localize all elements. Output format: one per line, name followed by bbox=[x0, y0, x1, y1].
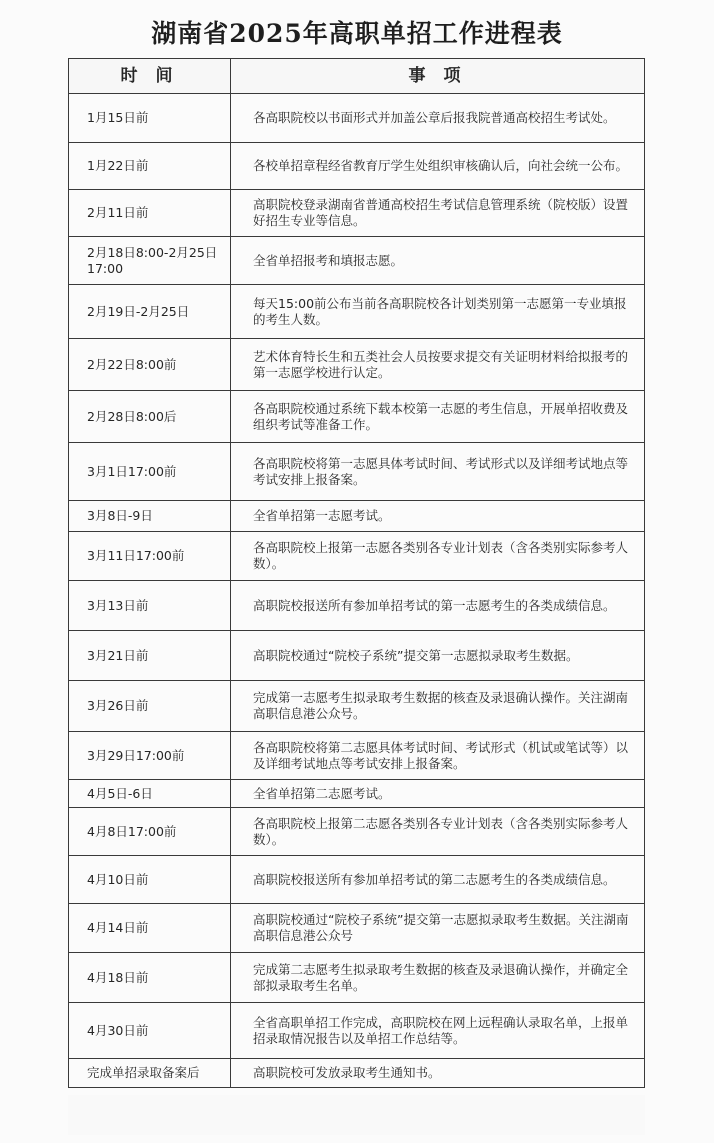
document-title: 湖南省2025年高职单招工作进程表 bbox=[151, 19, 563, 48]
table-row bbox=[69, 391, 645, 443]
row-item: 完成第二志愿考生拟录取考生数据的核查及录退确认操作，并确定全部拟录取考生名单。 bbox=[231, 953, 645, 1003]
row-item: 各校单招章程经省教育厅学生处组织审核确认后，向社会统一公布。 bbox=[231, 143, 645, 190]
table-row bbox=[69, 94, 645, 143]
table-row bbox=[69, 581, 645, 631]
table-row bbox=[69, 443, 645, 501]
row-item: 每天15:00前公布当前各高职院校各计划类别第一志愿第一专业填报的考生人数。 bbox=[231, 285, 645, 339]
row-time: 2月28日8:00后 bbox=[69, 391, 231, 443]
row-item: 各高职院校将第二志愿具体考试时间、考试形式（机试或笔试等）以及详细考试地点等考试安排上报备案。 bbox=[231, 732, 645, 780]
row-item: 各高职院校通过系统下载本校第一志愿的考生信息，开展单招收费及组织考试等准备工作。 bbox=[231, 391, 645, 443]
table-row bbox=[69, 339, 645, 391]
row-item: 高职院校可发放录取考生通知书。 bbox=[231, 1059, 645, 1088]
row-time: 4月18日前 bbox=[69, 953, 231, 1003]
table-row bbox=[69, 780, 645, 808]
row-item: 艺术体育特长生和五类社会人员按要求提交有关证明材料给拟报考的第一志愿学校进行认定。 bbox=[231, 339, 645, 391]
row-time: 完成单招录取备案后 bbox=[69, 1059, 231, 1088]
table-row bbox=[69, 732, 645, 780]
row-item: 高职院校登录湖南省普通高校招生考试信息管理系统（院校版）设置好招生专业等信息。 bbox=[231, 190, 645, 237]
row-time: 2月11日前 bbox=[69, 190, 231, 237]
table-row bbox=[69, 808, 645, 856]
row-time: 3月26日前 bbox=[69, 681, 231, 732]
row-item: 完成第一志愿考生拟录取考生数据的核查及录退确认操作。关注湖南高职信息港公众号。 bbox=[231, 681, 645, 732]
row-time: 4月10日前 bbox=[69, 856, 231, 904]
table-row bbox=[69, 856, 645, 904]
row-item: 全省单招第二志愿考试。 bbox=[231, 780, 645, 808]
header-item: 事 项 bbox=[231, 59, 645, 94]
row-item: 高职院校报送所有参加单招考试的第一志愿考生的各类成绩信息。 bbox=[231, 581, 645, 631]
row-time: 3月8日-9日 bbox=[69, 501, 231, 532]
row-time: 3月1日17:00前 bbox=[69, 443, 231, 501]
table-row bbox=[69, 143, 645, 190]
row-item: 全省高职单招工作完成，高职院校在网上远程确认录取名单，上报单招录取情况报告以及单招工作总结等。 bbox=[231, 1003, 645, 1059]
row-time: 4月30日前 bbox=[69, 1003, 231, 1059]
row-item: 全省单招报考和填报志愿。 bbox=[231, 237, 645, 285]
table-row bbox=[69, 190, 645, 237]
table-row bbox=[69, 237, 645, 285]
row-time: 3月11日17:00前 bbox=[69, 532, 231, 581]
bottom-blank-area bbox=[68, 1095, 645, 1135]
table-header-row bbox=[69, 59, 645, 94]
row-item: 各高职院校上报第一志愿各类别各专业计划表（含各类别实际参考人数）。 bbox=[231, 532, 645, 581]
table-row bbox=[69, 904, 645, 953]
row-item: 各高职院校将第一志愿具体考试时间、考试形式以及详细考试地点等考试安排上报备案。 bbox=[231, 443, 645, 501]
row-time: 4月8日17:00前 bbox=[69, 808, 231, 856]
row-item: 各高职院校以书面形式并加盖公章后报我院普通高校招生考试处。 bbox=[231, 94, 645, 143]
row-time: 1月22日前 bbox=[69, 143, 231, 190]
table-row bbox=[69, 631, 645, 681]
row-time: 3月29日17:00前 bbox=[69, 732, 231, 780]
row-item: 高职院校报送所有参加单招考试的第二志愿考生的各类成绩信息。 bbox=[231, 856, 645, 904]
schedule-table bbox=[68, 58, 645, 1088]
row-time: 2月18日8:00-2月25日17:00 bbox=[69, 237, 231, 285]
row-time: 3月13日前 bbox=[69, 581, 231, 631]
table-row bbox=[69, 681, 645, 732]
row-time: 3月21日前 bbox=[69, 631, 231, 681]
table-row bbox=[69, 285, 645, 339]
header-time: 时 间 bbox=[69, 59, 231, 94]
row-time: 2月19日-2月25日 bbox=[69, 285, 231, 339]
table-row bbox=[69, 953, 645, 1003]
row-time: 4月14日前 bbox=[69, 904, 231, 953]
row-time: 1月15日前 bbox=[69, 94, 231, 143]
row-time: 4月5日-6日 bbox=[69, 780, 231, 808]
row-item: 各高职院校上报第二志愿各类别各专业计划表（含各类别实际参考人数）。 bbox=[231, 808, 645, 856]
table-row bbox=[69, 501, 645, 532]
table-row bbox=[69, 532, 645, 581]
row-item: 全省单招第一志愿考试。 bbox=[231, 501, 645, 532]
row-item: 高职院校通过“院校子系统”提交第一志愿拟录取考生数据。 bbox=[231, 631, 645, 681]
row-time: 2月22日8:00前 bbox=[69, 339, 231, 391]
table-row bbox=[69, 1003, 645, 1059]
row-item: 高职院校通过“院校子系统”提交第一志愿拟录取考生数据。关注湖南高职信息港公众号 bbox=[231, 904, 645, 953]
table-row bbox=[69, 1059, 645, 1088]
